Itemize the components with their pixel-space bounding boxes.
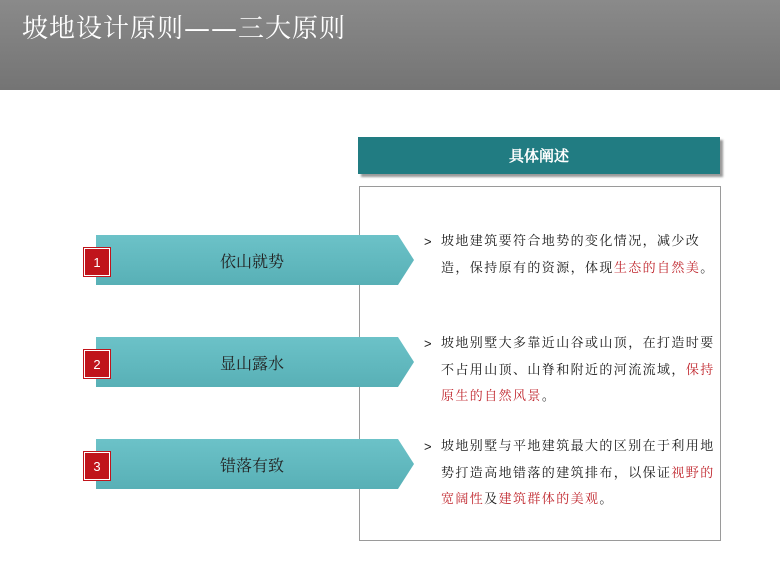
bullet-arrow-icon: > — [424, 439, 433, 454]
principle-arrow-2 — [96, 337, 414, 387]
principle-arrow-3 — [96, 439, 414, 489]
detail-heading-banner — [358, 137, 720, 174]
bullet-arrow-icon: > — [424, 336, 433, 351]
description-text: 坡地别墅大多靠近山谷或山顶，在打造时要不占用山顶、山脊和附近的河流流域，保持原生的自然风景。 — [441, 336, 715, 404]
principle-number-2: 2 — [84, 350, 110, 378]
description-3 — [424, 434, 716, 514]
title-bar — [0, 0, 780, 90]
principle-arrow-1 — [96, 235, 414, 285]
principle-label-2: 显山露水 — [219, 353, 284, 373]
principle-number-3: 3 — [84, 452, 110, 480]
detail-heading: 具体阐述 — [508, 147, 569, 165]
page-title: 坡地设计原则——三大原则 — [22, 14, 347, 44]
description-1 — [424, 229, 716, 282]
principle-label-3: 错落有致 — [219, 455, 284, 475]
description-text: 坡地建筑要符合地势的变化情况，减少改造，保持原有的资源，体现生态的自然美。 — [441, 234, 715, 276]
principle-label-1: 依山就势 — [219, 251, 284, 271]
description-2 — [424, 331, 716, 411]
principle-number-1: 1 — [84, 248, 110, 276]
description-text: 坡地别墅与平地建筑最大的区别在于利用地势打造高地错落的建筑排布，以保证视野的宽阔性及建筑群体的美观。 — [441, 439, 715, 507]
bullet-arrow-icon: > — [424, 234, 433, 249]
